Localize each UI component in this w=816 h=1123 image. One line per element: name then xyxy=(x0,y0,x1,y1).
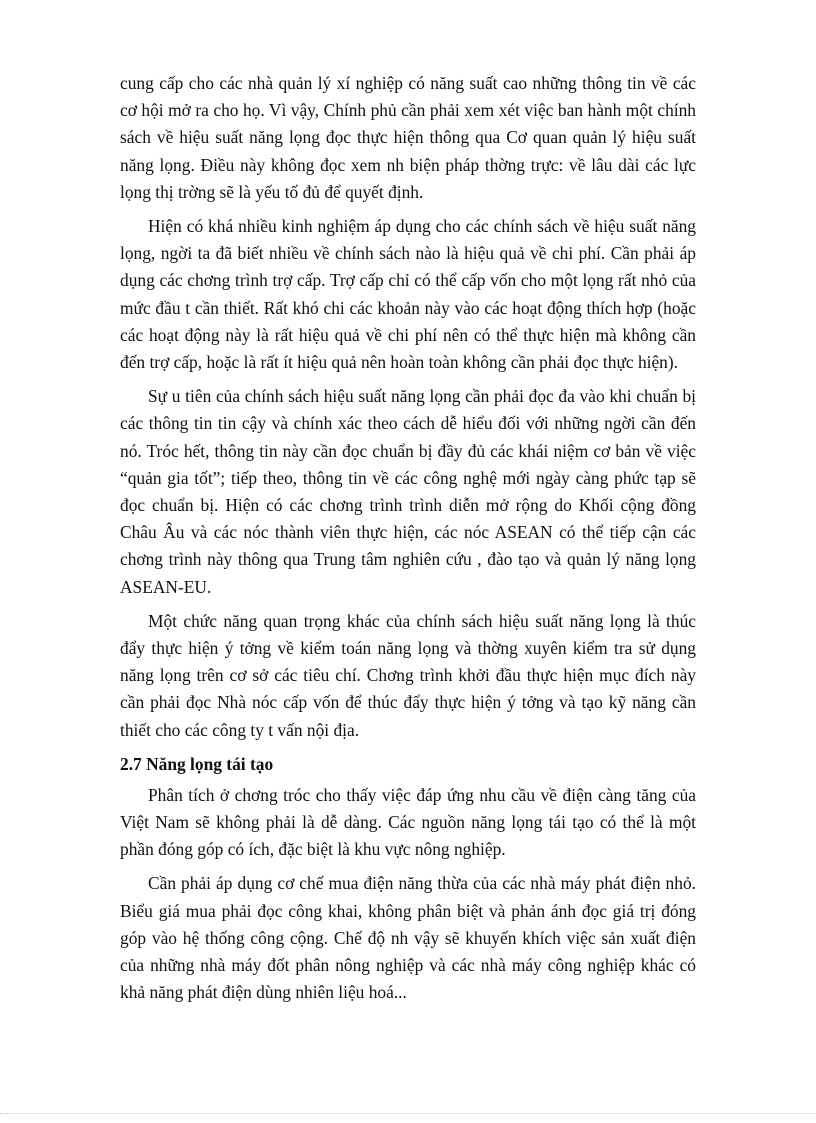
paragraph: Sự u tiên của chính sách hiệu suất năng lọng cần phải đọc đa vào khi chuẩn bị các thông tin tin cậy và chính xác theo cách dễ hiểu đối với những ngời cần đến nó. Tróc hết, thông tin này cần đọc chuẩn bị đầy đủ các khái niệm cơ bản về việc “quản gia tốt”; tiếp theo, thông tin về các công nghệ mới ngày càng phức tạp sẽ đọc chuẩn bị. Hiện có các chơng trình trình diễn mở rộng do Khối cộng đồng Châu Âu và các nóc thành viên thực hiện, các nóc ASEAN có thể tiếp cận các chơng trình này thông qua Trung tâm nghiên cứu , đào tạo và quản lý năng lọng ASEAN-EU. xyxy=(120,386,696,597)
paragraph: Phân tích ở chơng tróc cho thấy việc đáp ứng nhu cầu về điện càng tăng của Việt Nam sẽ không phải là dễ dàng. Các nguồn năng lọng tái tạo có thể là một phần đóng góp có ích, đặc biệt là khu vực nông nghiệp. xyxy=(120,784,696,860)
paragraph: Cần phải áp dụng cơ chế mua điện năng thừa của các nhà máy phát điện nhỏ. Biểu giá mua phải đọc công khai, không phân biệt và phản ánh đọc giá trị đóng góp vào hệ thống công cộng. Chế độ nh vậy sẽ khuyến khích việc sản xuất điện của những nhà máy đốt phân nông nghiệp và các nhà máy công nghiệp khác có khả năng phát điện dùng nhiên liệu hoá... xyxy=(120,873,696,1003)
section-heading: 2.7 Năng lọng tái tạo xyxy=(120,753,274,774)
page-bottom-divider xyxy=(0,1113,816,1114)
page-content xyxy=(120,70,696,1014)
paragraph: cung cấp cho các nhà quản lý xí nghiệp có năng suất cao những thông tin về các cơ hội mở ra cho họ. Vì vậy, Chính phủ cần phải xem xét việc ban hành một chính sách về hiệu suất năng lọng đọc thực hiện thông qua Cơ quan quản lý hiệu suất năng lọng. Điều này không đọc xem nh biện pháp thờng trực: về lâu dài các lực lọng thị trờng sẽ là yếu tố đủ để quyết định. xyxy=(120,73,696,202)
paragraph: Hiện có khá nhiều kinh nghiệm áp dụng cho các chính sách về hiệu suất năng lọng, ngời ta đã biết nhiều về chính sách nào là hiệu quả về chi phí. Cần phải áp dụng các chơng trình trợ cấp. Trợ cấp chỉ có thể cấp vốn cho một lọng rất nhỏ của mức đầu t cần thiết. Rất khó chi các khoản này vào các hoạt động thích hợp (hoặc các hoạt động này là rất hiệu quả về chi phí nên có thể thực hiện mà không cần đến trợ cấp, hoặc là rất ít hiệu quả nên hoàn toàn không cần phải đọc thực hiện). xyxy=(120,216,696,373)
paragraph: Một chức năng quan trọng khác của chính sách hiệu suất năng lọng là thúc đẩy thực hiện ý tởng về kiểm toán năng lọng và thờng xuyên kiểm tra sử dụng năng lọng trên cơ sở các tiêu chí. Chơng trình khởi đầu thực hiện mục đích này cần phải đọc Nhà nóc cấp vốn để thúc đẩy thực hiện ý tởng và tạo kỹ năng cần thiết cho các công ty t vấn nội địa. xyxy=(120,610,696,740)
